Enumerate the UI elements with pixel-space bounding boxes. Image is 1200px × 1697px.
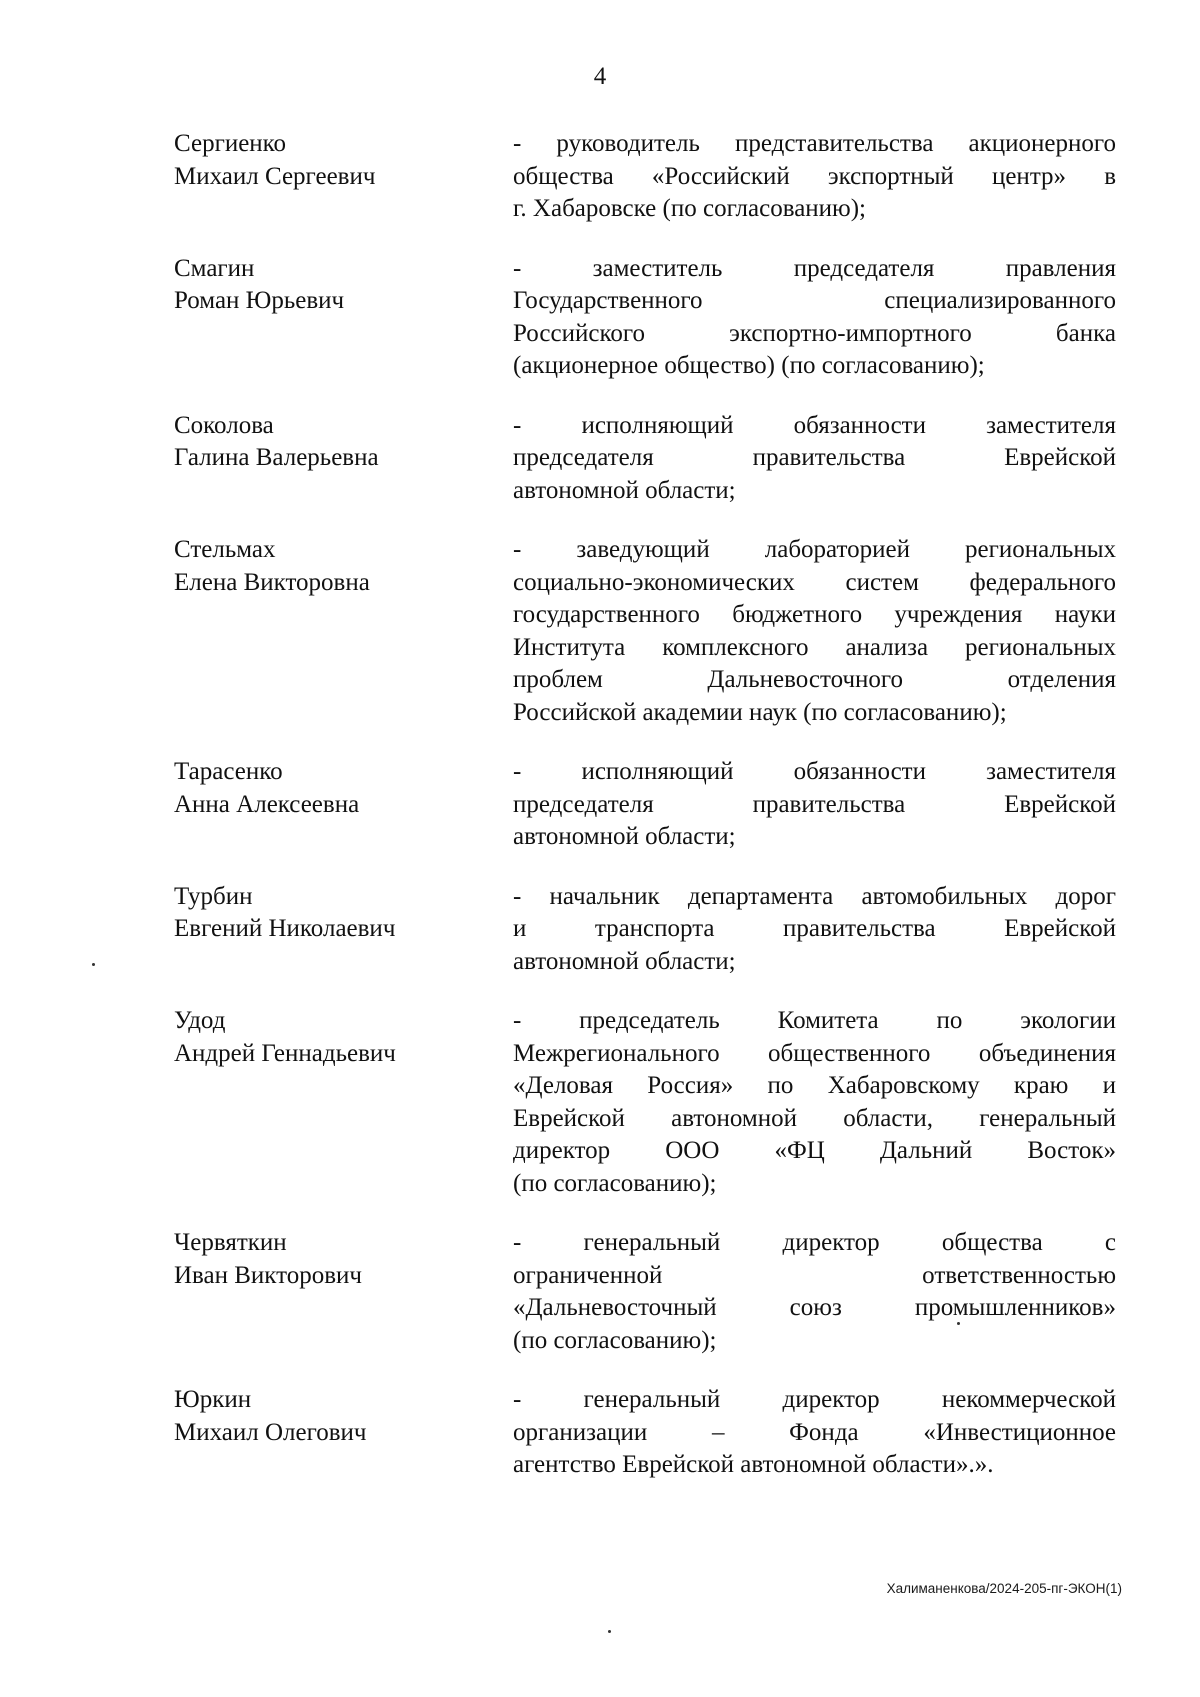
member-role [513, 756, 1116, 854]
member-role-line: председателя правительства Еврейской [513, 790, 1116, 818]
member-given-names: Елена Викторовна [174, 568, 370, 596]
member-role-line: г. Хабаровске (по согласованию); [513, 195, 867, 222]
member-role-line: - заведующий лабораторией региональных [513, 536, 1116, 563]
document-code: Халиманенкова/2024-205-пг-ЭКОН(1) [886, 1581, 1122, 1596]
member-role-line: - председатель Комитета по экологии [513, 1007, 1116, 1034]
scan-speck [92, 963, 95, 966]
member-role-line: - начальник департамента автомобильных дорог [513, 882, 1116, 910]
member-entry [174, 1384, 1116, 1482]
member-role [513, 881, 1116, 979]
member-surname: Смагин [174, 254, 255, 282]
page-number: 4 [593, 63, 607, 90]
member-role-line: - исполняющий обязанности заместителя [513, 411, 1116, 439]
member-role [513, 253, 1116, 383]
member-given-names: Андрей Геннадьевич [174, 1039, 396, 1067]
member-name [174, 1227, 513, 1292]
member-given-names: Михаил Сергеевич [174, 162, 376, 190]
member-role-line: (акционерное общество) (по согласованию); [513, 352, 985, 379]
member-role-line: Российского экспортно-импортного банка [513, 319, 1116, 347]
scan-speck [608, 1630, 611, 1633]
member-role-line: и транспорта правительства Еврейской [513, 915, 1116, 942]
member-name [174, 253, 513, 318]
member-role-line: Еврейской автономной области, генеральный [513, 1104, 1116, 1132]
member-given-names: Роман Юрьевич [174, 287, 345, 314]
member-role-line: Института комплексного анализа региональных [513, 633, 1116, 661]
member-role-line: ограниченной ответственностью [513, 1261, 1116, 1289]
member-role-line: автономной области; [513, 947, 736, 975]
member-given-names: Галина Валерьевна [174, 444, 379, 471]
member-name [174, 534, 513, 599]
member-name [174, 128, 513, 193]
member-role-line: - исполняющий обязанности заместителя [513, 758, 1116, 785]
member-role-line: проблем Дальневосточного отделения [513, 666, 1116, 693]
member-surname: Соколова [174, 411, 274, 439]
member-role-line: Российской академии наук (по согласованию); [513, 698, 1007, 726]
member-surname: Юркин [174, 1386, 252, 1413]
member-role [513, 1227, 1116, 1357]
member-surname: Сергиенко [174, 130, 287, 157]
member-role-line: автономной области; [513, 823, 736, 850]
member-name [174, 410, 513, 475]
member-entry [174, 756, 1116, 854]
member-surname: Тарасенко [174, 758, 283, 785]
member-surname: Турбин [174, 882, 253, 910]
member-surname: Червяткин [174, 1229, 287, 1256]
member-role [513, 1384, 1116, 1482]
member-entry [174, 534, 1116, 729]
member-surname: Удод [174, 1007, 226, 1034]
member-role-line: Государственного специализированного [513, 287, 1116, 314]
member-given-names: Михаил Олегович [174, 1418, 367, 1446]
scan-speck [957, 1322, 960, 1325]
member-role-line: (по согласованию); [513, 1169, 717, 1197]
member-given-names: Анна Алексеевна [174, 790, 360, 818]
members-list [174, 128, 1116, 1482]
member-entry [174, 128, 1116, 226]
member-role [513, 1005, 1116, 1200]
member-role-line: - заместитель председателя правления [513, 254, 1116, 282]
member-name [174, 756, 513, 821]
member-role-line: «Деловая Россия» по Хабаровскому краю и [513, 1072, 1116, 1099]
member-role-line: государственного бюджетного учреждения науки [513, 601, 1116, 628]
member-role [513, 534, 1116, 729]
member-role [513, 410, 1116, 508]
member-entry [174, 881, 1116, 979]
member-role-line: - генеральный директор общества с [513, 1229, 1116, 1256]
member-name [174, 881, 513, 946]
member-role-line: председателя правительства Еврейской [513, 444, 1116, 471]
member-role-line: общества «Российский экспортный центр» в [513, 162, 1116, 190]
member-role-line: организации – Фонда «Инвестиционное [513, 1418, 1116, 1446]
member-entry [174, 1005, 1116, 1200]
member-entry [174, 410, 1116, 508]
member-role-line: «Дальневосточный союз промышленников» [513, 1294, 1116, 1321]
member-role-line: - генеральный директор некоммерческой [513, 1386, 1116, 1413]
member-role-line: директор ООО «ФЦ Дальний Восток» [513, 1137, 1116, 1164]
member-role-line: - руководитель представительства акционерного [513, 130, 1116, 157]
member-role-line: социально-экономических систем федерального [513, 568, 1116, 596]
member-name [174, 1384, 513, 1449]
member-surname: Стельмах [174, 536, 276, 563]
member-role-line: автономной области; [513, 476, 736, 504]
member-entry [174, 1227, 1116, 1357]
member-name [174, 1005, 513, 1070]
member-role [513, 128, 1116, 226]
member-role-line: (по согласованию); [513, 1326, 717, 1354]
member-given-names: Иван Викторович [174, 1261, 362, 1289]
member-entry [174, 253, 1116, 383]
member-given-names: Евгений Николаевич [174, 915, 396, 942]
member-role-line: агентство Еврейской автономной области».». [513, 1451, 994, 1478]
member-role-line: Межрегионального общественного объединения [513, 1039, 1116, 1067]
